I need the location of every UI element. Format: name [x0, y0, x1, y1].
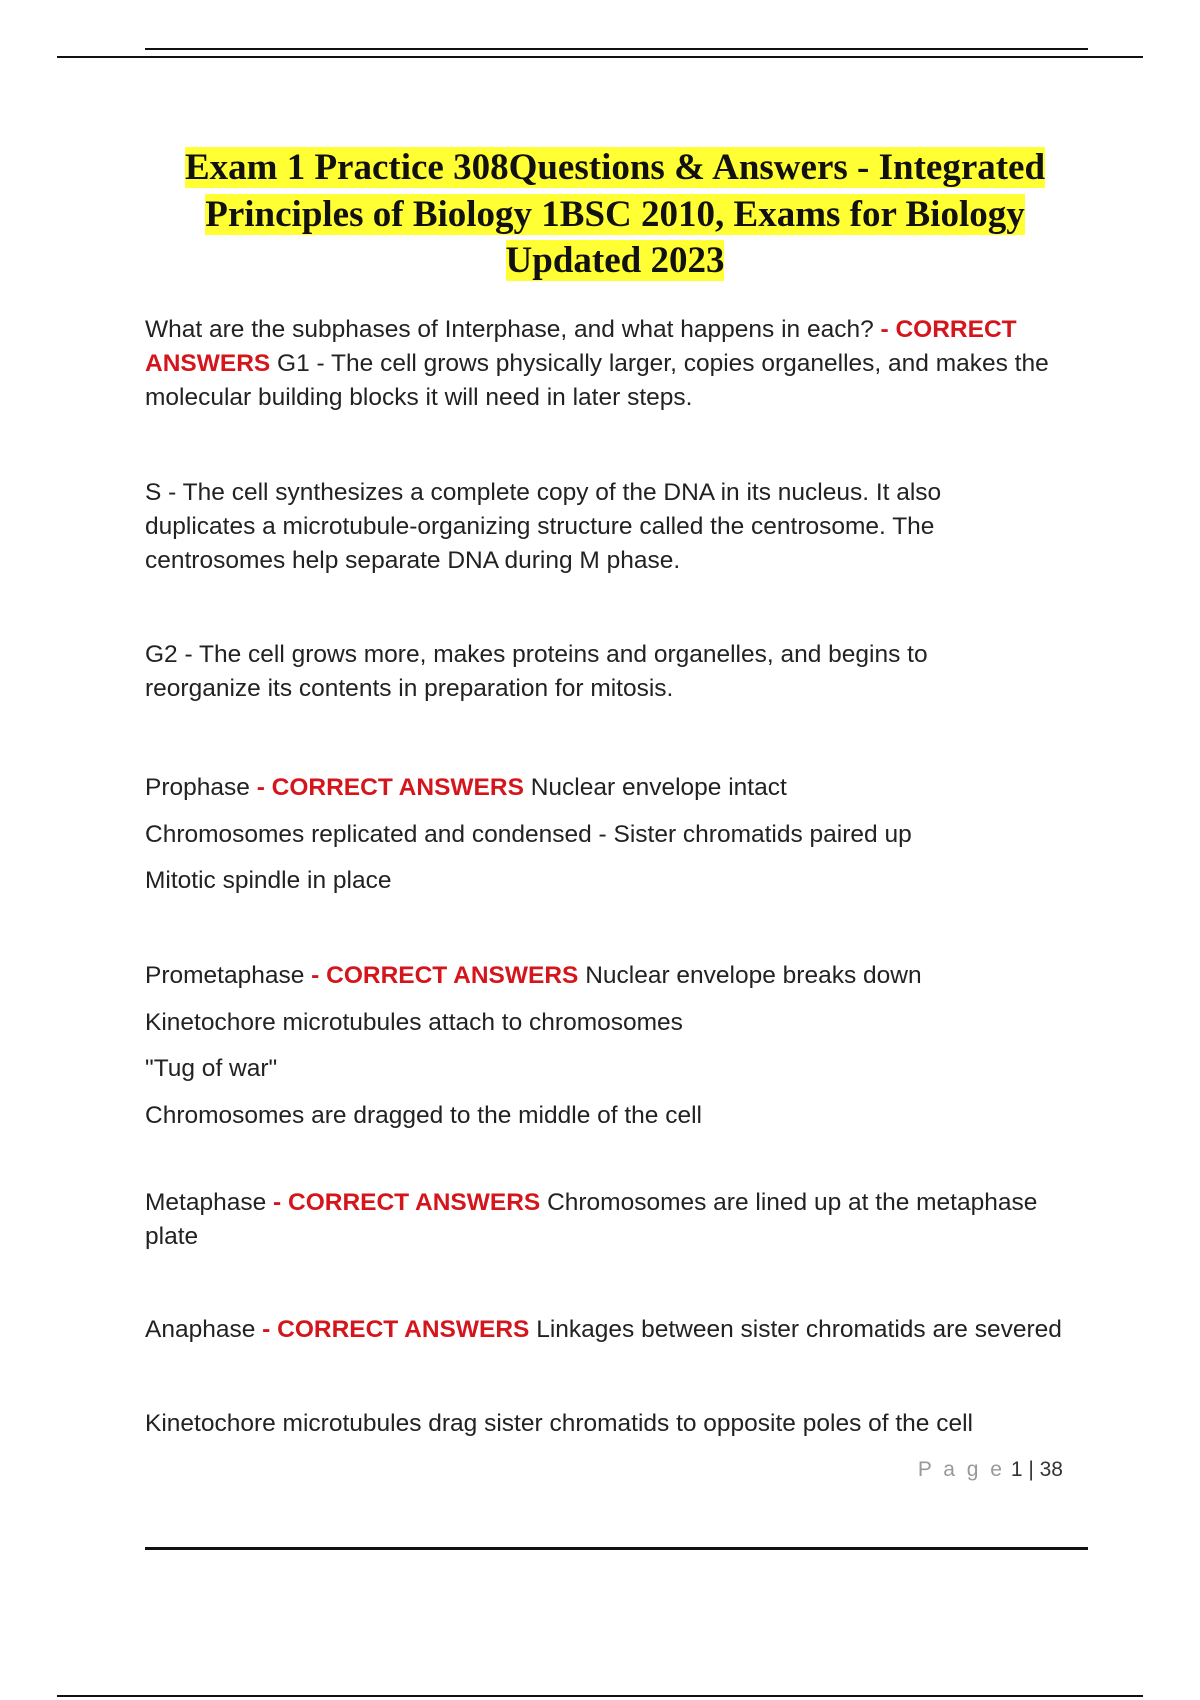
header-rule-inner [145, 48, 1088, 50]
answer-text: Mitotic spindle in place [145, 867, 392, 894]
qa-metaphase [145, 1186, 1105, 1254]
question-text: Anaphase [145, 1316, 263, 1343]
qa-prometaphase [145, 953, 1105, 1139]
paragraph-line: G2 - The cell grows more, makes proteins and organelles, and begins to [145, 641, 928, 668]
answer-marker: - CORRECT ANSWERS [311, 962, 579, 989]
paragraph-line: S - The cell synthesizes a complete copy of the DNA in its nucleus. It also [145, 479, 942, 506]
answer-marker: - CORRECT ANSWERS [273, 1189, 541, 1216]
bottom-rule [57, 1695, 1143, 1697]
anaphase-continuation [145, 1407, 1105, 1441]
footer-rule [145, 1547, 1088, 1550]
g2-phase-paragraph [145, 638, 1105, 706]
title-line-2: Principles of Biology 1BSC 2010, Exams for Biology [205, 193, 1025, 235]
answer-text: molecular building blocks it will need in later steps. [145, 384, 693, 411]
answer-text: "Tug of war" [145, 1055, 278, 1082]
question-text: Prometaphase [145, 962, 312, 989]
title-line-1: Exam 1 Practice 308Questions & Answers - Integrated [184, 147, 1046, 188]
page-label: P a g e [917, 1458, 1005, 1481]
qa-prophase [145, 765, 1105, 905]
paragraph-line: Kinetochore microtubules drag sister chromatids to opposite poles of the cell [145, 1410, 973, 1437]
answer-text: Kinetochore microtubules attach to chromosomes [145, 1008, 683, 1036]
answer-marker: - CORRECT ANSWERS [256, 774, 524, 801]
qa-interphase [145, 313, 1105, 415]
header-rule-outer [57, 56, 1143, 58]
answer-marker: - CORRECT [880, 316, 1017, 343]
answer-text: Nuclear envelope breaks down [578, 962, 922, 989]
document-title [130, 145, 1100, 285]
answer-text: Chromosomes are dragged to the middle of the cell [145, 1101, 702, 1129]
title-line-3: Updated 2023 [505, 240, 725, 281]
paragraph-line: reorganize its contents in preparation for mitosis. [145, 675, 674, 702]
question-text: Metaphase [145, 1189, 274, 1216]
page-count: 1 | 38 [1010, 1458, 1063, 1481]
answer-marker: ANSWERS [145, 350, 271, 377]
page-number [918, 1458, 1063, 1482]
question-text: What are the subphases of Interphase, and what happens in each? [145, 316, 881, 343]
answer-text: Linkages between sister chromatids are severed [529, 1316, 1062, 1343]
qa-anaphase [145, 1313, 1105, 1347]
answer-text: plate [145, 1223, 199, 1250]
answer-text: Chromosomes replicated and condensed - Sister chromatids paired up [145, 820, 912, 848]
answer-text: Nuclear envelope intact [523, 774, 787, 801]
question-text: Prophase [145, 774, 257, 801]
paragraph-line: centrosomes help separate DNA during M phase. [145, 547, 681, 574]
answer-text: G1 - The cell grows physically larger, copies organelles, and makes the [270, 350, 1049, 377]
paragraph-line: duplicates a microtubule-organizing structure called the centrosome. The [145, 513, 935, 540]
s-phase-paragraph [145, 476, 1105, 578]
answer-marker: - CORRECT ANSWERS [262, 1316, 530, 1343]
answer-text: Chromosomes are lined up at the metaphase [540, 1189, 1038, 1216]
